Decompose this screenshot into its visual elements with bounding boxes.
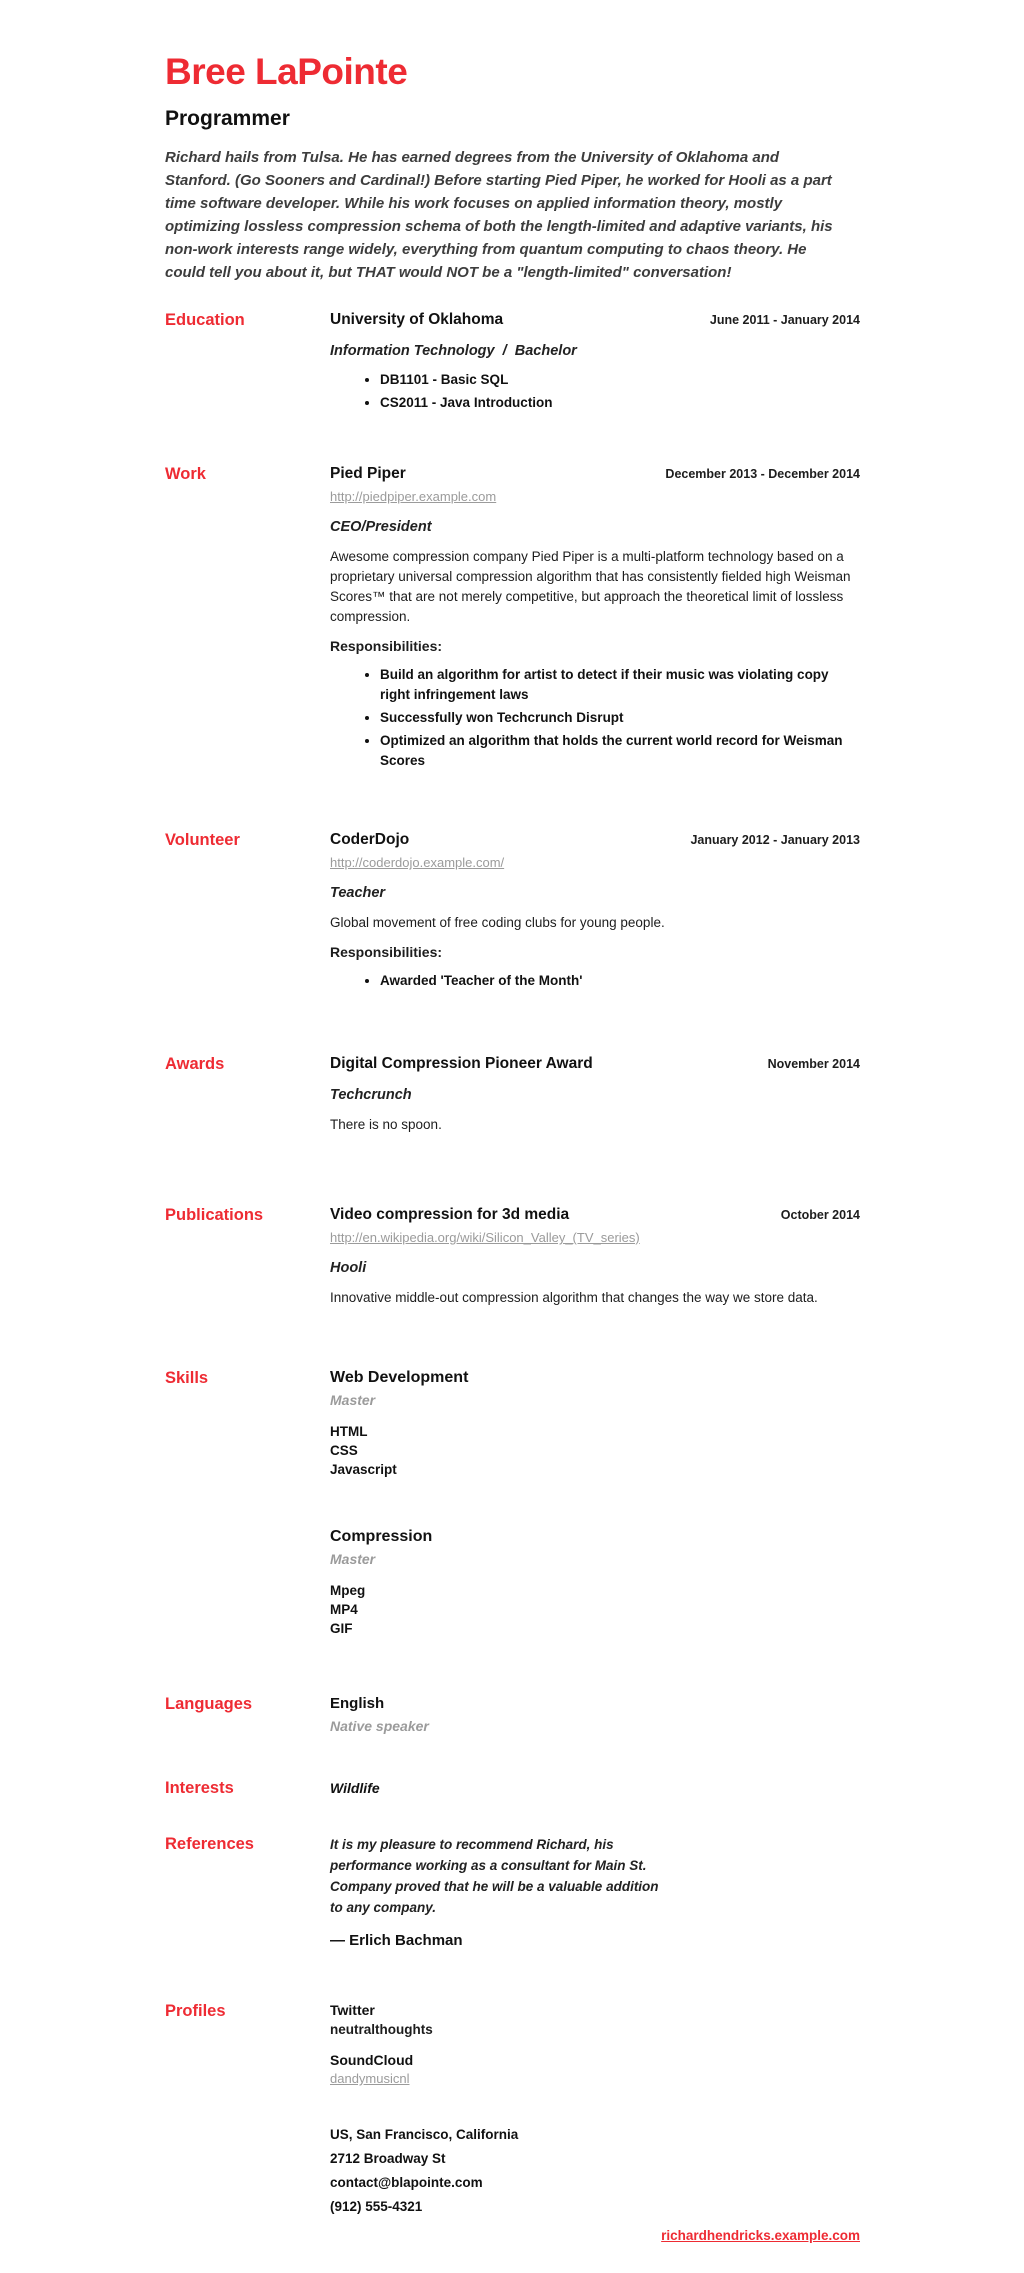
contact-address: 2712 Broadway St [330,2151,446,2166]
course-item: • CS2011 - Java Introduction [380,393,860,413]
profile-network: Twitter [330,2002,375,2018]
volunteer-summary: Global movement of free coding clubs for young people. [330,915,665,930]
section-label-work: Work [165,465,206,483]
highlight-item: • Build an algorithm for artist to detect if their music was violating copy right infringement laws [380,665,860,705]
volunteer-url-link[interactable]: http://coderdojo.example.com/ [330,855,505,870]
keyword-item: Mpeg [330,1583,366,1598]
section-education [165,310,860,416]
award-awarder: Techcrunch [330,1087,412,1103]
section-publications [165,1205,860,1308]
skill-name: Web Development [330,1369,469,1386]
keyword-item: Javascript [330,1462,397,1477]
publication-publisher: Hooli [330,1260,367,1276]
section-label-education: Education [165,311,245,329]
contact-location: US, San Francisco, California [330,2127,519,2142]
contact-block [165,2123,860,2219]
degree-separator: / [502,343,507,359]
resume-header [165,52,860,284]
skill-item [330,1368,860,1479]
profile-item-twitter [330,2001,860,2039]
reference-quote: It is my pleasure to recommend Richard, his performance working as a consultant for Main St. Company proved that he will be a valuable addition to any company. [330,1837,659,1915]
language-name: English [330,1695,385,1712]
skill-keywords-list [330,1422,860,1479]
work-date: December 2013 - December 2014 [665,467,860,481]
volunteer-organization: CoderDojo [330,831,410,848]
work-url-link[interactable]: http://piedpiper.example.com [330,489,497,504]
course-item: • DB1101 - Basic SQL [380,370,860,390]
profile-item-soundcloud [330,2051,860,2088]
highlight-item: • Successfully won Techcrunch Disrupt [380,708,860,728]
award-title: Digital Compression Pioneer Award [330,1055,593,1072]
skill-name: Compression [330,1528,433,1545]
publication-url-link[interactable]: http://en.wikipedia.org/wiki/Silicon_Valley_(TV_series) [330,1230,640,1245]
skill-level: Master [330,1392,376,1408]
work-position: CEO/President [330,519,432,535]
section-volunteer [165,830,860,994]
work-responsibilities-label: Responsibilities: [330,638,443,654]
interest-name: Wildlife [330,1780,380,1796]
work-highlights-list [330,665,860,771]
skill-level: Master [330,1551,376,1567]
keyword-item: MP4 [330,1602,358,1617]
website-link[interactable]: richardhendricks.example.com [661,2228,860,2243]
education-area: Information Technology [330,343,495,359]
work-company: Pied Piper [330,465,406,482]
publication-name: Video compression for 3d media [330,1206,570,1223]
profile-username: neutralthoughts [330,2022,433,2037]
section-label-profiles: Profiles [165,2002,226,2020]
keyword-item: HTML [330,1424,368,1439]
person-label: Programmer [165,107,290,130]
section-label-skills: Skills [165,1369,209,1387]
section-awards [165,1054,860,1135]
education-institution: University of Oklahoma [330,311,504,328]
award-date: November 2014 [767,1057,860,1071]
education-date: June 2011 - January 2014 [709,313,860,327]
award-summary: There is no spoon. [330,1117,442,1132]
keyword-item: CSS [330,1443,358,1458]
section-label-volunteer: Volunteer [165,831,240,849]
section-label-references: References [165,1835,254,1853]
person-name: Bree LaPointe [165,51,408,92]
education-study-type: Bachelor [514,343,577,359]
publication-date: October 2014 [780,1208,860,1222]
language-fluency: Native speaker [330,1718,429,1734]
profile-username-link[interactable]: dandymusicnl [330,2071,410,2086]
highlight-item: • Optimized an algorithm that holds the current world record for Weisman Scores [380,731,860,771]
section-skills [165,1368,860,1638]
publication-summary: Innovative middle-out compression algorithm that changes the way we store data. [330,1290,818,1305]
reference-name: — Erlich Bachman [330,1932,463,1949]
contact-phone: (912) 555-4321 [330,2199,423,2214]
skill-item [330,1527,860,1638]
section-label-awards: Awards [165,1055,225,1073]
section-profiles [165,2001,860,2100]
keyword-item: GIF [330,1621,353,1636]
summary-text: Richard hails from Tulsa. He has earned degrees from the University of Oklahoma and Stanford. (Go Sooners and Cardinal!) Before starting Pied Piper, he worked for Hooli as a part time software developer. While his work focuses on applied information theory, mostly optimizing lossless compression schema of both the length-limited and adaptive variants, his non-work interests range widely, everything from quantum computing to chaos theory. He could tell you about it, but THAT would NOT be a "length-limited" conversation! [165,149,833,281]
skill-keywords-list [330,1581,860,1638]
section-work [165,464,860,774]
section-label-interests: Interests [165,1779,234,1797]
contact-footer [165,2123,860,2245]
work-summary: Awesome compression company Pied Piper is a multi-platform technology based on a proprietary universal compression algorithm that has consistently fielded high Weisman Scores™ that are not merely competitive, but approach the theoretical limit of lossless compression. [330,549,851,624]
section-references [165,1834,860,1949]
section-label-languages: Languages [165,1695,253,1713]
volunteer-date: January 2012 - January 2013 [690,833,860,847]
highlight-item: • Awarded 'Teacher of the Month' [380,971,860,991]
volunteer-position: Teacher [330,885,386,901]
volunteer-responsibilities-label: Responsibilities: [330,944,443,960]
education-courses-list [330,370,860,413]
contact-email: contact@blapointe.com [330,2175,483,2190]
section-interests [165,1778,860,1798]
volunteer-highlights-list [330,971,860,991]
section-label-publications: Publications [165,1206,264,1224]
section-languages [165,1694,860,1736]
education-degree [330,342,860,361]
profile-network: SoundCloud [330,2052,414,2068]
